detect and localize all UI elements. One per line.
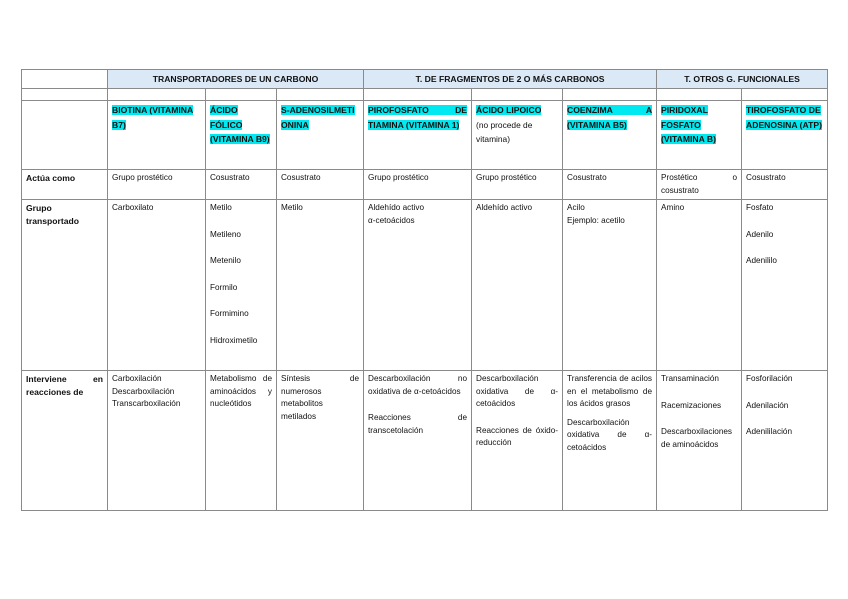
spacer-cell <box>22 89 108 101</box>
group-header-other-groups: T. OTROS G. FUNCIONALES <box>657 70 828 89</box>
actua-lipoico: Grupo prostético <box>472 170 563 200</box>
grupo-pirofosfato <box>364 200 472 371</box>
spacer-cell <box>206 89 277 101</box>
spacer-cell <box>657 89 742 101</box>
interviene-piridoxal-item: Racemizaciones <box>661 400 722 410</box>
interviene-coenzima-item: Transferencia de acilos en el metabolismo de los ácidos grasos <box>567 374 653 408</box>
coenzymes-table-container <box>21 69 827 511</box>
interviene-tirofosfato-item: Fosforilación <box>746 374 793 383</box>
grupo-coenzima-item: Acilo <box>567 203 585 212</box>
name-cell-folico <box>206 101 277 170</box>
actua-folico: Cosustrato <box>206 170 277 200</box>
grupo-lipoico: Aldehído activo <box>472 200 563 371</box>
name-cell-pirofosfato <box>364 101 472 170</box>
actua-tirofosfato: Cosustrato <box>742 170 828 200</box>
grupo-pirofosfato-item: Aldehído activo <box>368 203 425 212</box>
group-header-row <box>22 70 828 89</box>
name-acido-lipoico: ÁCIDO LIPOICO <box>476 105 542 115</box>
names-label-cell <box>22 101 108 170</box>
grupo-tirofosfato-item: Adenililo <box>746 256 777 265</box>
name-acido-lipoico-note: (no procede de vitamina) <box>476 119 533 144</box>
name-cell-sam <box>277 101 364 170</box>
group-header-two-carbon: T. DE FRAGMENTOS DE 2 O MÁS CARBONOS <box>364 70 657 89</box>
coenzymes-table <box>21 69 828 511</box>
interviene-piridoxal <box>657 371 742 511</box>
spacer-cell <box>563 89 657 101</box>
spacer-cell <box>364 89 472 101</box>
interviene-biotina-item: Descarboxilación <box>112 386 175 396</box>
grupo-folico-item: Metenilo <box>210 256 241 265</box>
name-cell-piridoxal <box>657 101 742 170</box>
actua-coenzima: Cosustrato <box>563 170 657 200</box>
actua-pirofosfato: Grupo prostético <box>364 170 472 200</box>
actua-sam: Cosustrato <box>277 170 364 200</box>
interviene-piridoxal-item: Descarboxilaciones de aminoácidos <box>661 427 733 449</box>
interviene-tirofosfato-item: Adenilación <box>746 400 789 410</box>
interviene-tirofosfato-item: Adenililación <box>746 427 793 436</box>
name-tirofosfato-adenosina: TIROFOSFATO DE ADENOSINA (ATP) <box>746 105 822 130</box>
grupo-folico-item: Formimino <box>210 309 249 318</box>
spacer-cell <box>108 89 206 101</box>
name-cell-lipoico <box>472 101 563 170</box>
grupo-folico <box>206 200 277 371</box>
name-cell-coenzima <box>563 101 657 170</box>
name-acido-folico: ÁCIDO FÓLICO (VITAMINA B9) <box>210 105 270 144</box>
row-label-grupo-transportado: Grupo transportado <box>22 200 108 371</box>
actua-como-row <box>22 170 828 200</box>
interviene-lipoico-item: Descarboxilación oxidativa de α-cetoácidos <box>476 374 559 408</box>
grupo-biotina: Carboxilato <box>108 200 206 371</box>
interviene-tirofosfato <box>742 371 828 511</box>
interviene-pirofosfato-item: Reacciones de transcetolación <box>368 413 468 435</box>
interviene-row <box>22 371 828 511</box>
actua-biotina: Grupo prostético <box>108 170 206 200</box>
interviene-folico: Metabolismo de aminoácidos y nucleótidos <box>206 371 277 511</box>
name-cell-tirofosfato <box>742 101 828 170</box>
spacer-cell <box>742 89 828 101</box>
interviene-biotina-item: Transcarboxilación <box>112 399 181 408</box>
grupo-folico-item: Hidroximetilo <box>210 335 258 345</box>
interviene-sam: Síntesis de numerosos metabolitos metilados <box>277 371 364 511</box>
interviene-lipoico-item: Reacciones de óxido-reducción <box>476 425 559 447</box>
grupo-tirofosfato <box>742 200 828 371</box>
name-cell-biotina <box>108 101 206 170</box>
interviene-biotina-item: Carboxilación <box>112 374 162 383</box>
grupo-coenzima-item: Ejemplo: acetilo <box>567 215 625 225</box>
spacer-row <box>22 89 828 101</box>
interviene-lipoico <box>472 371 563 511</box>
interviene-pirofosfato-item: Descarboxilación no oxidativa de α-cetoácidos <box>368 374 468 396</box>
grupo-tirofosfato-item: Fosfato <box>746 203 774 212</box>
name-coenzima-a: COENZIMA A (VITAMINA B5) <box>567 105 653 130</box>
interviene-coenzima <box>563 371 657 511</box>
grupo-tirofosfato-item: Adenilo <box>746 229 774 239</box>
grupo-sam: Metilo <box>277 200 364 371</box>
actua-piridoxal: Prostético o cosustrato <box>657 170 742 200</box>
grupo-folico-item: Metileno <box>210 229 241 239</box>
grupo-pirofosfato-item: α-cetoácidos <box>368 215 415 225</box>
interviene-pirofosfato <box>364 371 472 511</box>
name-s-adenosilmetionina: S-ADENOSILMETIONINA <box>281 105 355 130</box>
group-header-one-carbon: TRANSPORTADORES DE UN CARBONO <box>108 70 364 89</box>
name-piridoxal-fosfato: PIRIDOXAL FOSFATO (VITAMINA B) <box>661 105 716 144</box>
row-label-interviene: Interviene en reacciones de <box>22 371 108 511</box>
interviene-piridoxal-item: Transaminación <box>661 374 719 383</box>
interviene-coenzima-item: Descarboxilación oxidativa de α-cetoácidos <box>567 417 653 452</box>
grupo-folico-item: Formilo <box>210 282 238 292</box>
grupo-coenzima <box>563 200 657 371</box>
interviene-biotina <box>108 371 206 511</box>
row-label-actua-como: Actúa como <box>22 170 108 200</box>
corner-cell <box>22 70 108 89</box>
spacer-cell <box>277 89 364 101</box>
name-pirofosfato-tiamina: PIROFOSFATO DE TIAMINA (VITAMINA 1) <box>368 105 468 130</box>
grupo-piridoxal: Amino <box>657 200 742 371</box>
coenzyme-names-row <box>22 101 828 170</box>
spacer-cell <box>472 89 563 101</box>
grupo-transportado-row <box>22 200 828 371</box>
grupo-folico-item: Metilo <box>210 203 232 212</box>
name-biotina: BIOTINA (VITAMINA B7) <box>112 105 194 130</box>
